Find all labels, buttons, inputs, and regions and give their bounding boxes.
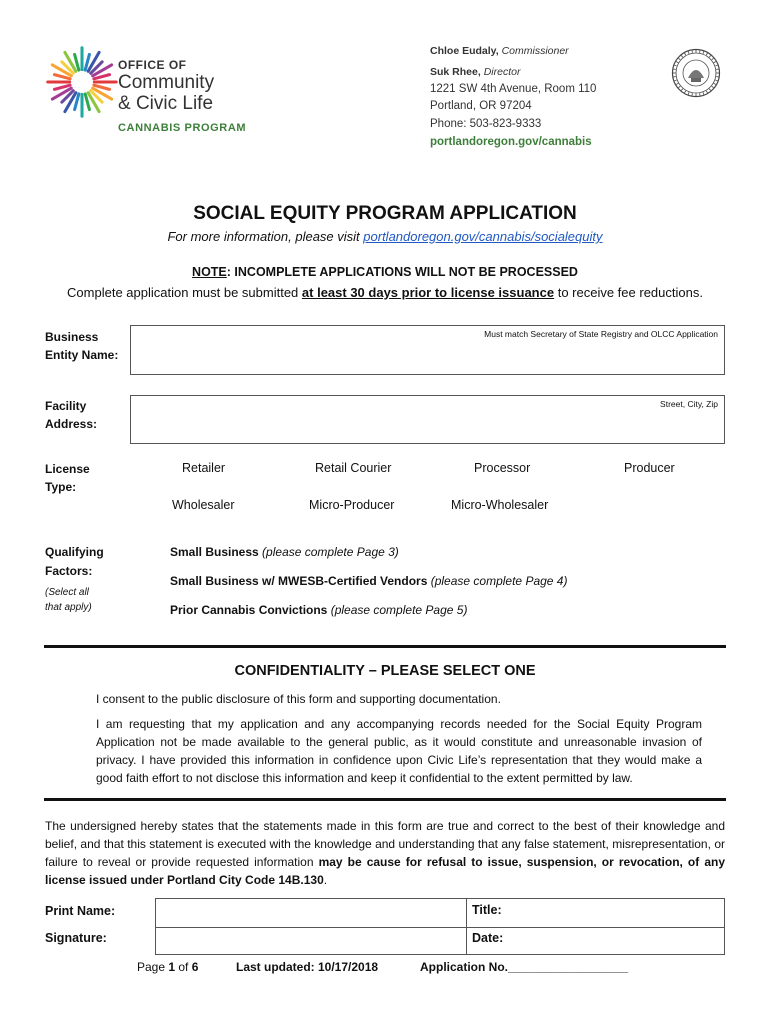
subtitle-text: For more information, please visit [167, 229, 364, 244]
business-entity-hint: Must match Secretary of State Registry and OLCC Application [484, 329, 718, 339]
print-name-label: Print Name: [45, 904, 116, 918]
business-label-2: Entity Name: [45, 348, 119, 362]
application-number-field[interactable]: Application No.__________________ [420, 960, 629, 974]
seal-tick [709, 89, 711, 91]
seal-tick [681, 89, 683, 91]
seal-tick [676, 83, 678, 84]
last-updated: Last updated: 10/17/2018 [236, 960, 379, 974]
seal-tick [678, 86, 680, 88]
decl-text: The undersigned hereby states that the statements made in this form are true and correct to the best of their knowledge and belief, and that this statement is executed with the knowledge and understanding that any false statement, misrepresentation, or failure to reveal or provide requested information [45, 819, 725, 869]
select-all-hint [45, 585, 92, 615]
seal-tick [678, 58, 680, 60]
page-total: 6 [191, 960, 199, 974]
seal-tick [709, 55, 711, 57]
qualifying-option-small-business[interactable] [170, 545, 399, 559]
page-title: SOCIAL EQUITY PROGRAM APPLICATION [193, 203, 577, 224]
facility-address-label [45, 397, 97, 433]
note-line-2 [0, 285, 770, 300]
facility-label-1: Facility [45, 399, 87, 413]
org-line-1: OFFICE OF [118, 58, 187, 72]
cannabis-program-label: CANNABIS PROGRAM [118, 122, 247, 134]
license-option-producer[interactable]: Producer [624, 461, 675, 475]
license-type-label [45, 460, 90, 496]
qualifying-label-2: Factors: [45, 564, 93, 578]
seal-tick [688, 92, 689, 94]
seal-tick [703, 92, 704, 94]
table-col-line [466, 899, 467, 954]
qualifying-factors-label [45, 543, 104, 581]
qual-3-bold: Prior Cannabis Convictions [170, 603, 328, 617]
business-entity-field[interactable] [130, 325, 725, 375]
confidentiality-title: CONFIDENTIALITY – PLEASE SELECT ONE [234, 663, 536, 679]
org-line-2: Community [118, 72, 215, 93]
civic-life-logo [44, 44, 120, 120]
page-number [137, 960, 198, 974]
note-word: NOTE [192, 265, 227, 279]
social-equity-link[interactable]: portlandoregon.gov/cannabis/socialequity [363, 229, 603, 244]
page-of: of [175, 960, 192, 974]
seal-tick [685, 91, 686, 93]
license-option-wholesaler[interactable]: Wholesaler [172, 498, 235, 512]
qual-1-bold: Small Business [170, 545, 259, 559]
seal-tick [714, 83, 716, 84]
city-seal-icon [671, 48, 721, 98]
note-text: : INCOMPLETE APPLICATIONS WILL NOT BE PROCESSED [226, 265, 578, 279]
note-2-suffix: to receive fee reductions. [554, 285, 703, 300]
facility-address-field[interactable] [130, 395, 725, 444]
phone: Phone: 503-823-9333 [430, 118, 542, 130]
qualifying-label-1: Qualifying [45, 545, 104, 559]
qual-2-bold: Small Business w/ MWESB-Certified Vendors [170, 574, 428, 588]
facility-address-hint: Street, City, Zip [660, 399, 718, 409]
facility-label-2: Address: [45, 417, 98, 431]
qual-2-italic: (please complete Page 4) [427, 574, 568, 588]
print-name-field[interactable] [156, 899, 466, 927]
director: Suk Rhee, Director [430, 66, 521, 78]
section-divider [44, 645, 726, 648]
confidentiality-option-private[interactable]: I am requesting that my application and any accompanying records needed for the Social Equity Program Application not be made available to the general public, as it would constitute and unreasonable invasion of privacy. I have provided this information in confidence upon Civic Life’s representation that they would make a good faith effort to not disclose this information and keep it confidential to the extent permitted by law. [96, 717, 702, 785]
license-option-micro-producer[interactable]: Micro-Producer [309, 498, 395, 512]
select-hint-1: (Select all [45, 587, 89, 598]
signature-table [155, 898, 725, 955]
qual-1-italic: (please complete Page 3) [258, 545, 399, 559]
decl-end: . [323, 873, 328, 887]
seal-tick [706, 91, 707, 93]
city: Portland, OR 97204 [430, 100, 532, 112]
license-option-retailer[interactable]: Retailer [182, 461, 226, 475]
title-field[interactable]: Title: [472, 903, 502, 917]
seal-tick [706, 53, 707, 55]
subtitle [0, 229, 770, 244]
seal-tick [681, 55, 683, 57]
address: 1221 SW 4th Avenue, Room 110 [430, 83, 597, 95]
date-field[interactable]: Date: [472, 931, 504, 945]
license-option-retail-courier[interactable]: Retail Courier [315, 461, 392, 475]
page-prefix: Page [137, 960, 169, 974]
commissioner: Chloe Eudaly, Commissioner [430, 45, 569, 57]
business-entity-label [45, 328, 118, 364]
page-num: 1 [168, 960, 176, 974]
business-label-1: Business [45, 330, 99, 344]
seal-tick [688, 51, 689, 53]
signature-label: Signature: [45, 931, 107, 945]
declaration-text [45, 817, 725, 889]
confidentiality-option-consent[interactable]: I consent to the public disclosure of this form and supporting documentation. [96, 692, 501, 706]
seal-tick [685, 53, 686, 55]
qualifying-option-convictions[interactable] [170, 603, 467, 617]
qualifying-option-mwesb[interactable] [170, 574, 567, 588]
license-label-2: Type: [45, 480, 77, 494]
qual-3-italic: (please complete Page 5) [327, 603, 468, 617]
seal-tick [676, 62, 678, 63]
org-line-3: & Civic Life [118, 93, 214, 114]
seal-tick [703, 51, 704, 53]
seal-tick [674, 80, 676, 81]
signature-field[interactable] [156, 927, 466, 955]
website-link[interactable]: portlandoregon.gov/cannabis [430, 136, 592, 148]
select-hint-2: that apply) [45, 602, 92, 613]
seal-tick [715, 65, 717, 66]
seal-tick [714, 62, 716, 63]
seal-tick [712, 58, 714, 60]
note-line [0, 265, 770, 279]
note-2-deadline: at least 30 days prior to license issuance [301, 285, 555, 300]
note-2-prefix: Complete application must be submitted [67, 285, 302, 300]
seal-tick [712, 86, 714, 88]
seal-tick [715, 80, 717, 81]
license-option-micro-wholesaler[interactable]: Micro-Wholesaler [451, 498, 549, 512]
section-divider-2 [44, 798, 726, 801]
seal-tick [674, 65, 676, 66]
decl-bold: may be cause for refusal to issue, suspension, or revocation, of any license issued under Portland City Code 14B.130 [45, 855, 725, 887]
license-label-1: License [45, 462, 90, 476]
license-option-processor[interactable]: Processor [474, 461, 531, 475]
